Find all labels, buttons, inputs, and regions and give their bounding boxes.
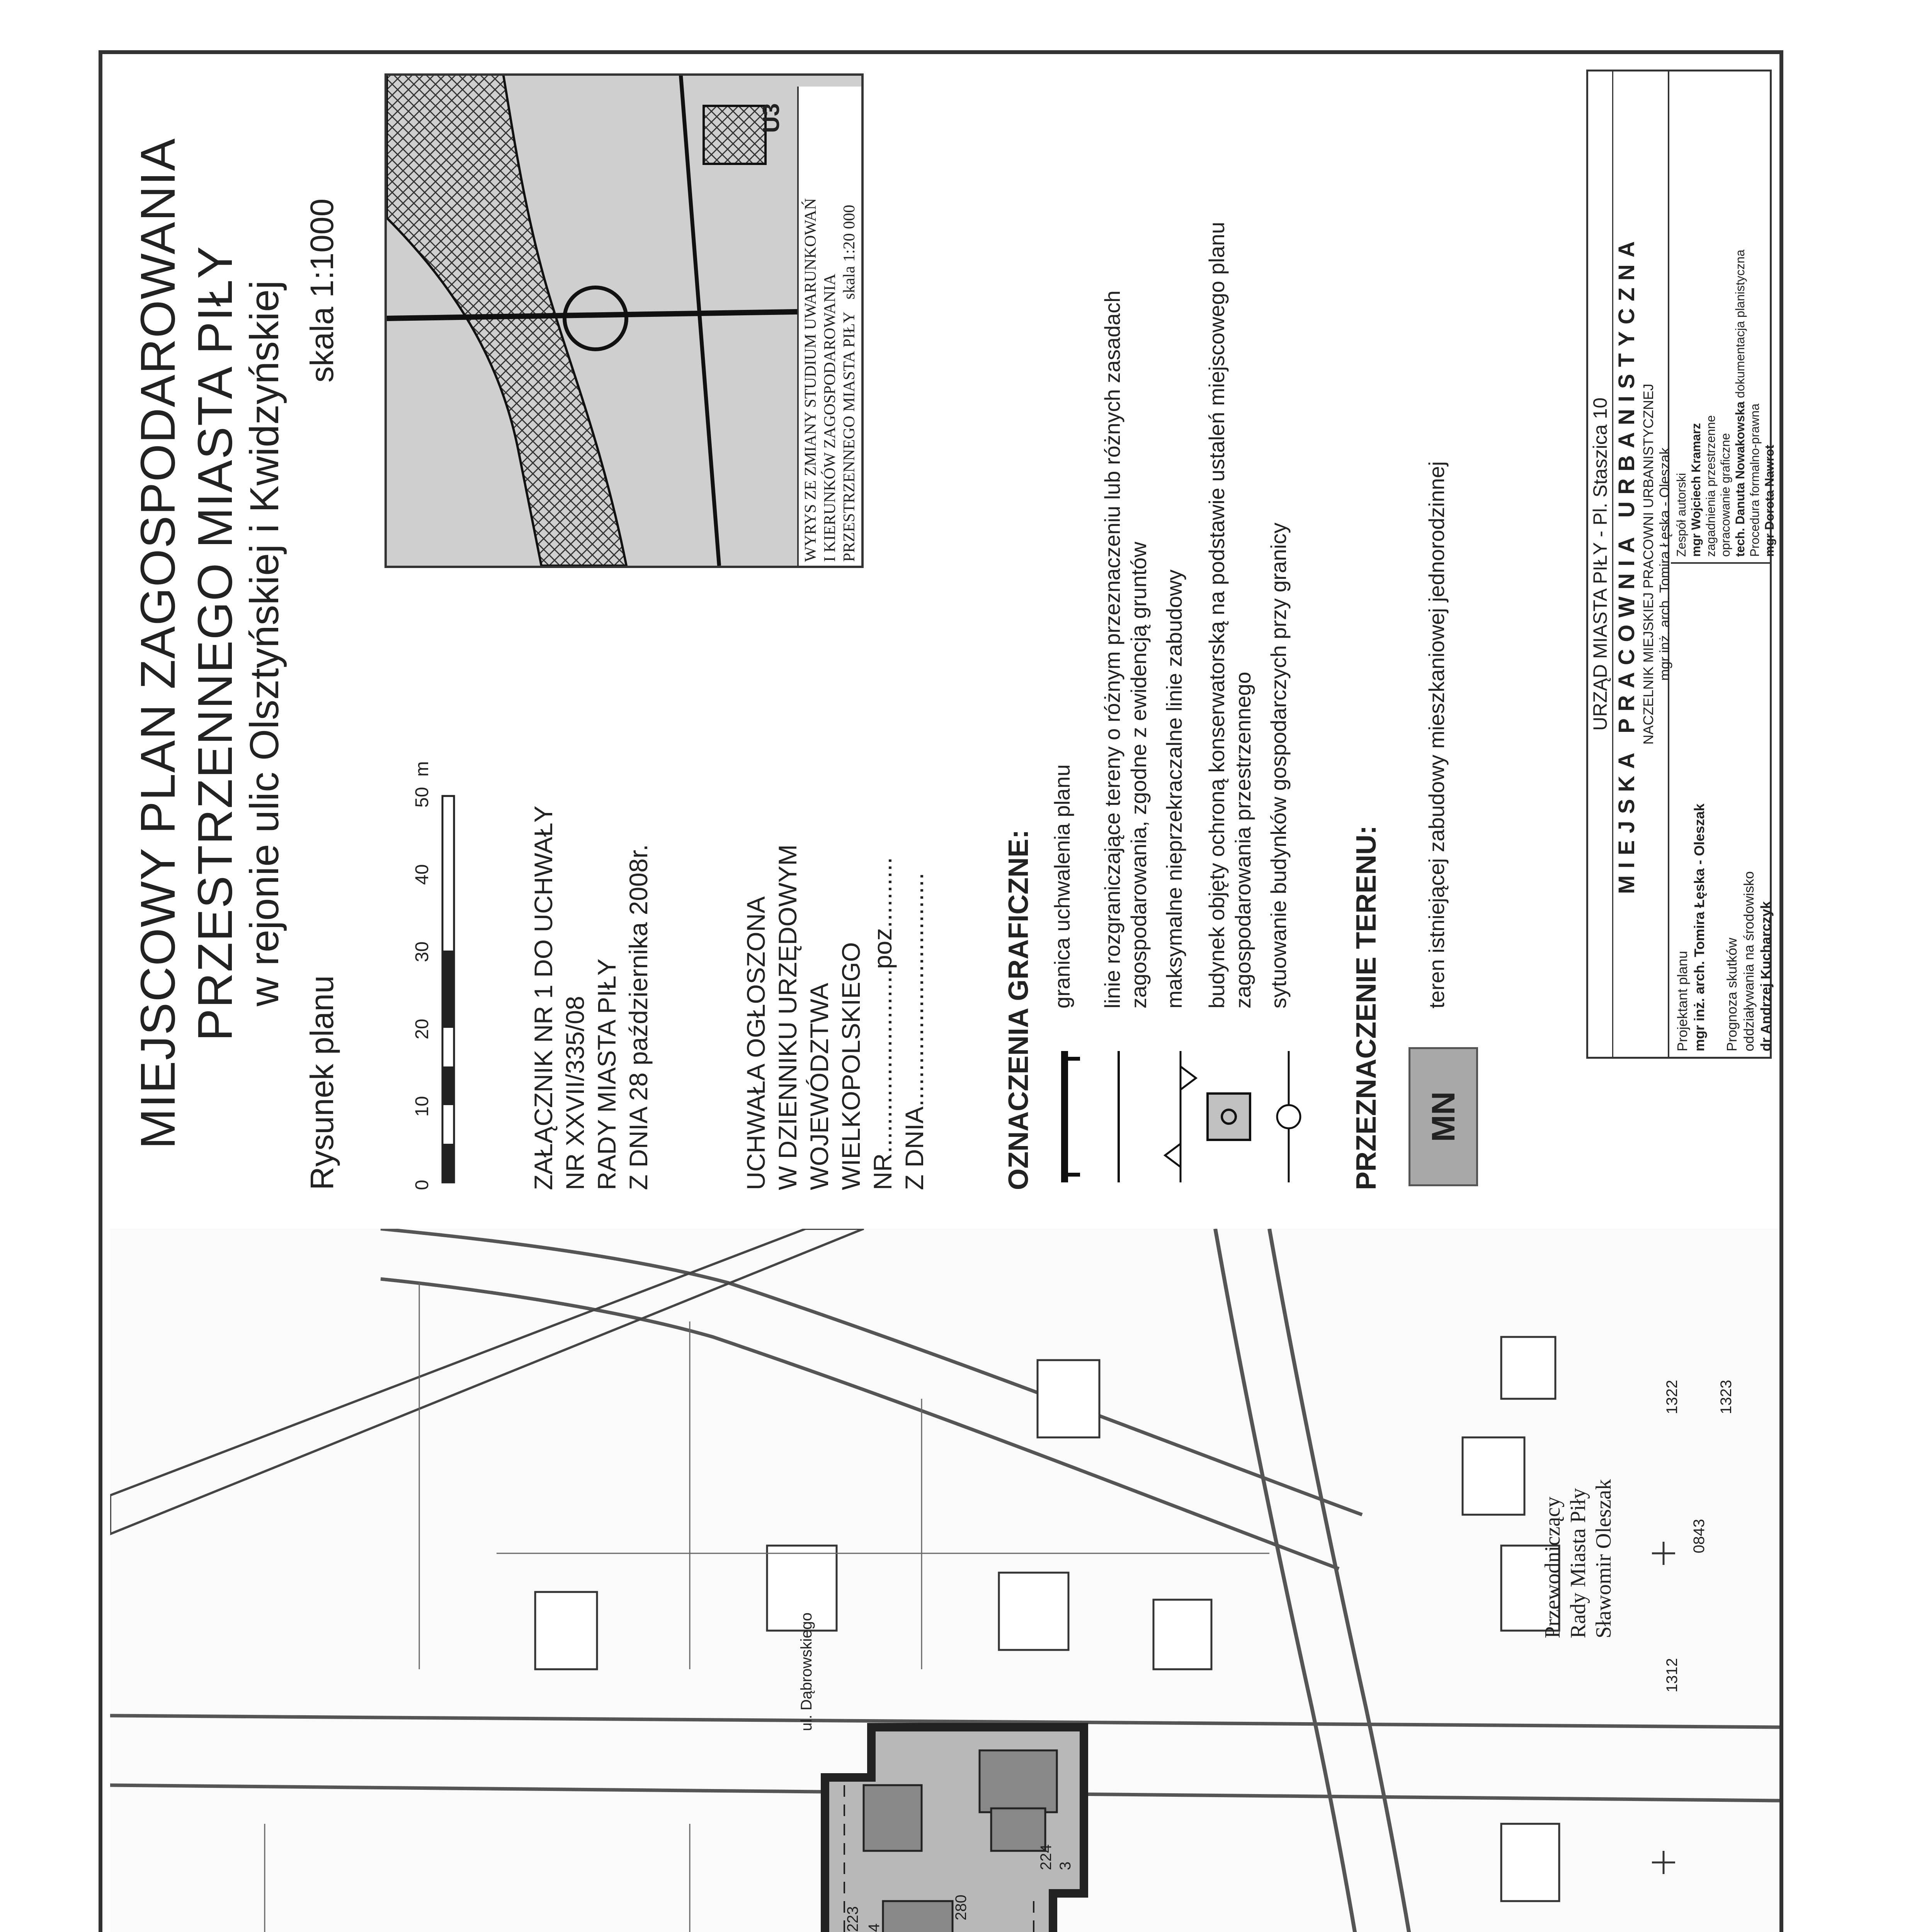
scale-tick: 30	[412, 941, 432, 962]
title-block-header: URZĄD MIASTA PIŁY - Pl. Staszica 10 MIEJSKA PRACOWNIA URBANISTYCZNA NACZELNIK MIEJSKIEJ PRACOWNI URBANISTYCZNEJ mgr inż. arch. Tomira Łęska - Oleszak	[1588, 71, 1669, 1057]
boundary-line-icon	[1099, 1043, 1157, 1190]
title-block-left: Projektant planu mgr inż. arch. Tomira Łęska - Oleszak Prognoza skutków oddziaływania na środowisko dr Andrzej Kucharczyk	[1671, 562, 1771, 1057]
plan-title: MIEJSCOWY PLAN ZAGOSPODAROWANIA PRZESTRZENNEGO MIASTA PIŁY	[131, 138, 242, 1149]
scale-tick: 10	[412, 1096, 432, 1117]
title-block-right: Zespół autorski mgr Wojciech Kramarz zagadnienia przestrzenne opracowanie graficzne tech. Danuta Nowakowska dokumentacja planistyczna Procedura formalno-prawna mgr Dorota Nawrot	[1674, 250, 1776, 557]
outbuilding-icon	[1266, 1043, 1323, 1190]
map-drawing	[110, 1229, 1779, 1932]
council-stamp: Przewodniczący Rady Miasta Piły Sławomir Oleszak	[1541, 1479, 1616, 1638]
sheet-number: 1322	[1664, 1380, 1681, 1414]
plan-boundary-icon	[1049, 1043, 1107, 1190]
parcel-number: 4	[866, 1923, 883, 1932]
legend-item: sytuowanie budynków gospodarczych przy granicy	[1266, 108, 1323, 1190]
inset-caption: WYRYS ZE ZMIANY STUDIUM UWARUNKOWAŃ I KIERUNKÓW ZAGOSPODAROWANIA PRZESTRZENNEGO MIASTA PIŁY skala 1:20 000	[797, 87, 861, 566]
street-label-dabrowskiego: ul. Dąbrowskiego	[798, 1612, 815, 1731]
legend-heading: OZNACZENIA GRAFICZNE:	[1003, 829, 1034, 1190]
building	[883, 1901, 953, 1932]
scale-tick: 50	[412, 787, 432, 808]
land-use-swatch: MN	[1408, 1047, 1478, 1186]
scale-bar	[388, 734, 481, 1198]
plan-subtitle: w rejonie ulic Olsztyńskiej i Kwidzyńskiej	[242, 280, 287, 1007]
sheet-number: 1312	[1664, 1658, 1681, 1692]
parcel-number: 3	[1057, 1861, 1074, 1870]
scale-tick: 20	[412, 1019, 432, 1039]
legend-item: maksymalne nieprzekraczalne linie zabudowy	[1161, 108, 1219, 1190]
land-use-description: teren istniejącej zabudowy mieszkaniowej jednorodzinnej	[1424, 461, 1449, 1009]
legend-item: granica uchwalenia planu	[1049, 108, 1107, 1190]
sheet-number: 0843	[1691, 1519, 1708, 1553]
scale-tick: 40	[412, 864, 432, 885]
parcel-number: 223	[844, 1906, 861, 1932]
scale-unit: m	[412, 761, 432, 777]
building	[864, 1785, 922, 1851]
scale-tick: 0	[412, 1180, 432, 1190]
inset-map	[384, 73, 864, 568]
plan-scale: skala 1:1000	[304, 198, 340, 383]
title-block	[1586, 70, 1776, 1059]
parcel-number: 224	[1038, 1844, 1055, 1870]
base-map	[110, 1229, 1779, 1932]
legend-item: linie rozgraniczające tereny o różnym przeznaczeniu lub różnych zasadach zagospodarowania, zgodne z ewidencją gruntów	[1099, 108, 1157, 1190]
building	[991, 1808, 1045, 1851]
resolution-attachment: ZAŁĄCZNIK NR 1 DO UCHWAŁY NR XXVII/335/08 RADY MIASTA PIŁY Z DNIA 28 października 2008r.	[529, 805, 653, 1190]
sheet-number: 1323	[1718, 1380, 1735, 1414]
inset-zone-label: U3	[758, 103, 784, 133]
building	[980, 1750, 1057, 1812]
legend-item: budynek objęty ochroną konserwatorską na podstawie ustaleń miejscowego planu zagospodarowania przestrzennego	[1204, 108, 1262, 1190]
drawing-label: Rysunek planu	[304, 975, 340, 1190]
land-use-heading: PRZEZNACZENIE TERENU:	[1351, 825, 1382, 1190]
rotated-landscape-content	[102, 54, 1787, 1932]
protected-building-icon	[1204, 1043, 1262, 1190]
plan-sheet	[99, 50, 1783, 1932]
publication-note: UCHWAŁA OGŁOSZONA W DZIENNIKU URZĘDOWYM WOJEWÓDZTWA WIELKOPOLSKIEGO NR..........................poz.......... Z DNIA.................................	[742, 844, 929, 1190]
parcel-number: 280	[953, 1895, 970, 1920]
